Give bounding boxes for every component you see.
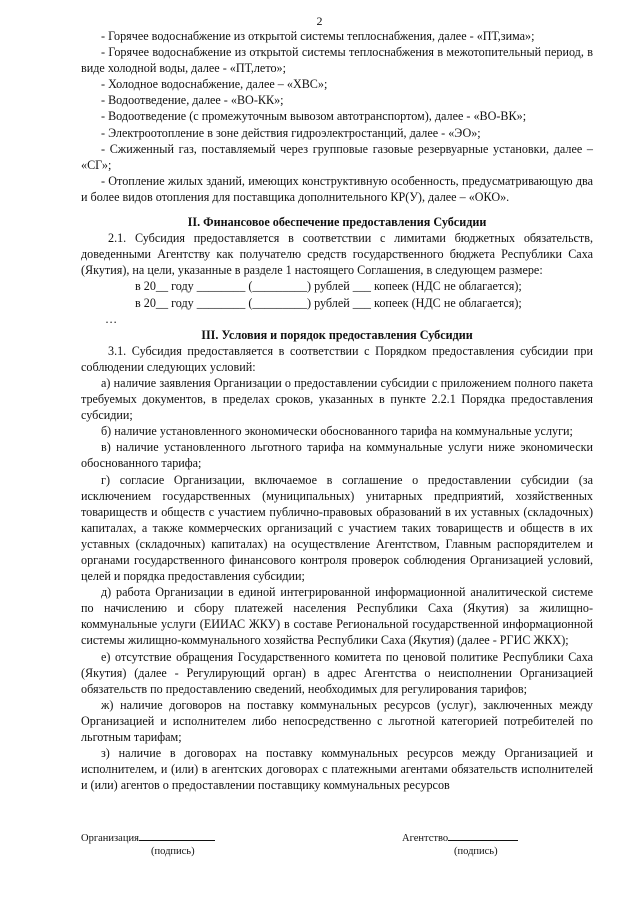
condition-item-zh: ж) наличие договоров на поставку коммунальных ресурсов (услуг), заключенных между Организацией и исполнителем либо непосредственно с льготной категорией потребителей по льготным тарифам; (81, 697, 593, 745)
section-2-title: II. Финансовое обеспечение предоставления Субсидии (187, 215, 487, 230)
condition-item-g: г) согласие Организации, включаемое в соглашение о предоставлении субсидии (за исключением государственных (муниципальных) унитарных предприятий, хозяйственных товариществ и обществ с участием публично-правовых образований в их уставных (складочных) капиталах, а также коммерческих организаций с участием таких товариществ и обществ в их уставных (складочных) капиталах) на осуществление Агентством, Главным распорядителем и органами государственного финансового контроля проверок соблюдения Организацией условий, целей и порядка предоставления субсидии; (81, 472, 593, 584)
definition-item: - Горячее водоснабжение из открытой системы теплоснабжения, далее - «ПТ,зима»; (101, 29, 535, 43)
document-body (81, 28, 593, 793)
signature-agency (402, 830, 518, 858)
ellipsis: … (105, 311, 118, 326)
condition-item-a: а) наличие заявления Организации о предоставлении субсидии с приложением полного пакета требуемых документов, в пределах сроков, указанных в пункте 2.2.1 Порядка предоставления субсидии; (81, 375, 593, 423)
clause-2-1: 2.1. Субсидия предоставляется в соответствии с лимитами бюджетных обязательств, доведенными Агентству как получателю средств государственного бюджета Республики Саха (Якутия), на цели, указанные в разделе 1 настоящего Соглашения, в следующем размере: (81, 231, 593, 278)
signature-label: Организация (81, 833, 139, 844)
definition-item: - Водоотведение (с промежуточным вывозом автотранспортом), далее - «ВО-ВК»; (101, 109, 527, 124)
definition-item: - Отопление жилых зданий, имеющих конструктивную особенность, предусматривающую два и более видов отопления для поставщика дополнительного КР(У), далее – «ОКО». (81, 173, 593, 204)
definition-item: - Сжиженный газ, поставляемый через групповые газовые резервуарные установки, далее – «СГ»; (81, 141, 593, 172)
condition-item-v: в) наличие установленного льготного тарифа на коммунальные услуги ниже экономически обоснованного тарифа; (81, 440, 593, 471)
signature-label: Агентство (402, 833, 449, 844)
condition-item-e: е) отсутствие обращения Государственного комитета по ценовой политике Республики Саха (Якутия) (далее - Регулирующий орган) в адрес Агентства о неисполнении Организацией обязательств по предоставлению сведений, необходимых для регулирования тарифов; (81, 649, 593, 696)
sum-line: в 20__ году ________ (_________) рублей ___ копеек (НДС не облагается); (135, 295, 522, 310)
definition-item: - Холодное водоснабжение, далее – «ХВС»; (101, 77, 328, 92)
signature-organization (81, 830, 215, 858)
definition-item: - Горячее водоснабжение из открытой системы теплоснабжения в межотопительный период, в виде холодной воды, далее - «ПТ,лето»; (81, 45, 593, 76)
clause-3-1: 3.1. Субсидия предоставляется в соответствии с Порядком предоставления субсидии при соблюдении следующих условий: (81, 343, 593, 374)
definition-item: - Водоотведение, далее - «ВО-КК»; (101, 93, 284, 108)
section-3-title: III. Условия и порядок предоставления Субсидии (201, 327, 473, 342)
signature-caption: (подпись) (454, 846, 498, 857)
condition-item-z: з) наличие в договорах на поставку коммунальных ресурсов между Организацией и исполнителем, и (или) в агентских договорах с платежными агентами обязательств исполнителей и (или) агентов о предоставлении поставщику коммунальных ресурсов (81, 746, 593, 793)
condition-item-b: б) наличие установленного экономически обоснованного тарифа на коммунальные услуги; (101, 424, 573, 439)
sum-line: в 20__ году ________ (_________) рублей ___ копеек (НДС не облагается); (135, 279, 522, 294)
definition-item: - Электроотопление в зоне действия гидроэлектростанций, далее - «ЭО»; (101, 125, 481, 140)
signature-caption: (подпись) (151, 846, 195, 857)
condition-item-d: д) работа Организации в единой интегрированной информационной аналитической системе по начислению и сбору платежей населения Республики Саха (Якутия) за жилищно-коммунальные услуги (ЕИИАС ЖКУ) в составе Региональной государственной информационной системы жилищно-коммунального хозяйства Республики Саха (Якутия) (далее - РГИС ЖКХ); (81, 585, 593, 648)
page-number: 2 (316, 14, 323, 28)
signature-line (139, 830, 215, 841)
signature-line (448, 830, 518, 841)
spacer (81, 205, 593, 214)
